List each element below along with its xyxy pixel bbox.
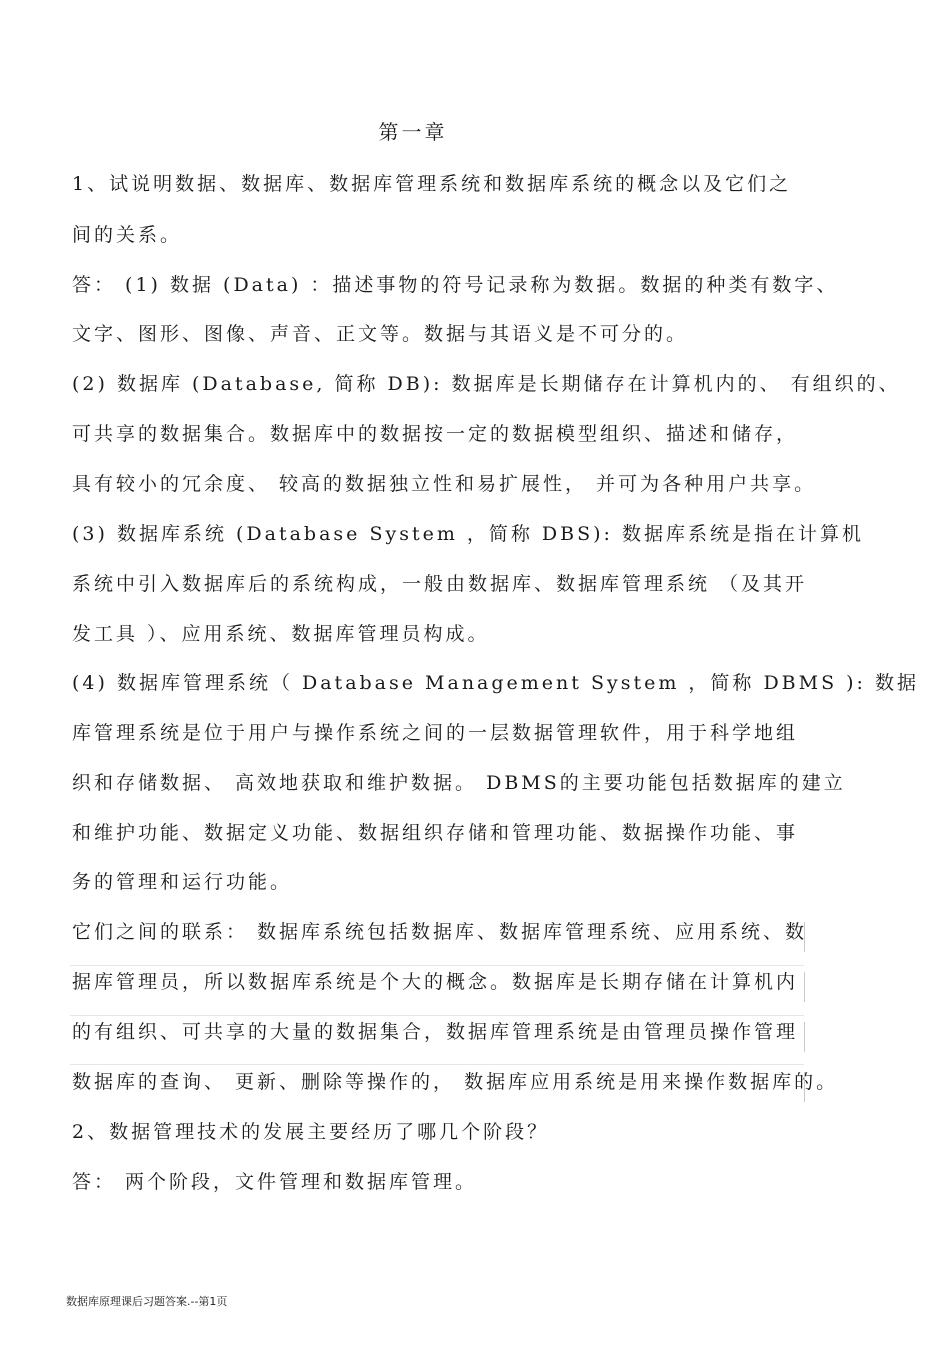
table-cell-border	[804, 1022, 805, 1052]
table-row-divider	[70, 1015, 804, 1016]
table-cell-border	[804, 922, 805, 952]
answer-data-line-2: 文字、图形、图像、声音、正文等。数据与其语义是不可分的。	[72, 323, 689, 345]
answer-data-line-1: 答： (1) 数据 (Data) ：描述事物的符号记录称为数据。数据的种类有数字、	[72, 274, 839, 296]
relation-line-2: 据库管理员，所以数据库系统是个大的概念。数据库是长期存储在计算机内	[72, 971, 799, 993]
answer-db-line-1: (2) 数据库 (Database, 简称 DB): 数据库是长期储存在计算机内的、 有组织的、	[72, 373, 901, 395]
answer-dbms-line-2: 库管理系统是位于用户与操作系统之间的一层数据管理软件，用于科学地组	[72, 722, 799, 744]
answer-dbms-line-5: 务的管理和运行功能。	[72, 871, 293, 893]
answer-dbs-line-3: 发工具 ）、应用系统、数据库管理员构成。	[72, 623, 490, 645]
answer-db-line-3: 具有较小的冗余度、 较高的数据独立性和易扩展性， 并可为各种用户共享。	[72, 473, 817, 495]
table-cell-border	[804, 972, 805, 1002]
answer-dbms-line-3: 织和存储数据、 高效地获取和维护数据。 DBMS的主要功能包括数据库的建立	[72, 772, 846, 794]
answer-dbms-line-4: 和维护功能、数据定义功能、数据组织存储和管理功能、数据操作功能、事	[72, 822, 799, 844]
answer-dbs-line-2: 系统中引入数据库后的系统构成，一般由数据库、数据库管理系统 （及其开	[72, 573, 808, 595]
relation-line-4: 数据库的查询、 更新、删除等操作的， 数据库应用系统是用来操作数据库的。	[72, 1071, 839, 1093]
question-1-line-2: 间的关系。	[72, 224, 183, 246]
answer-dbs-line-1: (3) 数据库系统 (Database System ，简称 DBS): 数据库系统是指在计算机	[72, 523, 864, 545]
question-2-line: 2、数据管理技术的发展主要经历了哪几个阶段？	[72, 1121, 550, 1143]
answer-dbms-line-1: (4) 数据库管理系统（ Database Management System ，简称 DBMS ): 数据	[72, 672, 920, 694]
table-row-divider	[70, 965, 804, 966]
answer-db-line-2: 可共享的数据集合。数据库中的数据按一定的数据模型组织、描述和储存，	[72, 423, 799, 445]
relation-line-1: 它们之间的联系： 数据库系统包括数据库、数据库管理系统、应用系统、数	[72, 921, 808, 943]
relation-line-3: 的有组织、可共享的大量的数据集合，数据库管理系统是由管理员操作管理	[72, 1021, 799, 1043]
table-cell-border	[804, 1072, 805, 1102]
page-footer: 数据库原理课后习题答案.--第1页	[66, 1295, 228, 1308]
question-1-line-1: 1、试说明数据、数据库、数据库管理系统和数据库系统的概念以及它们之	[72, 173, 792, 195]
table-row-divider	[70, 1064, 804, 1065]
answer-2-line: 答： 两个阶段，文件管理和数据库管理。	[72, 1171, 478, 1193]
chapter-title: 第一章	[378, 120, 448, 144]
